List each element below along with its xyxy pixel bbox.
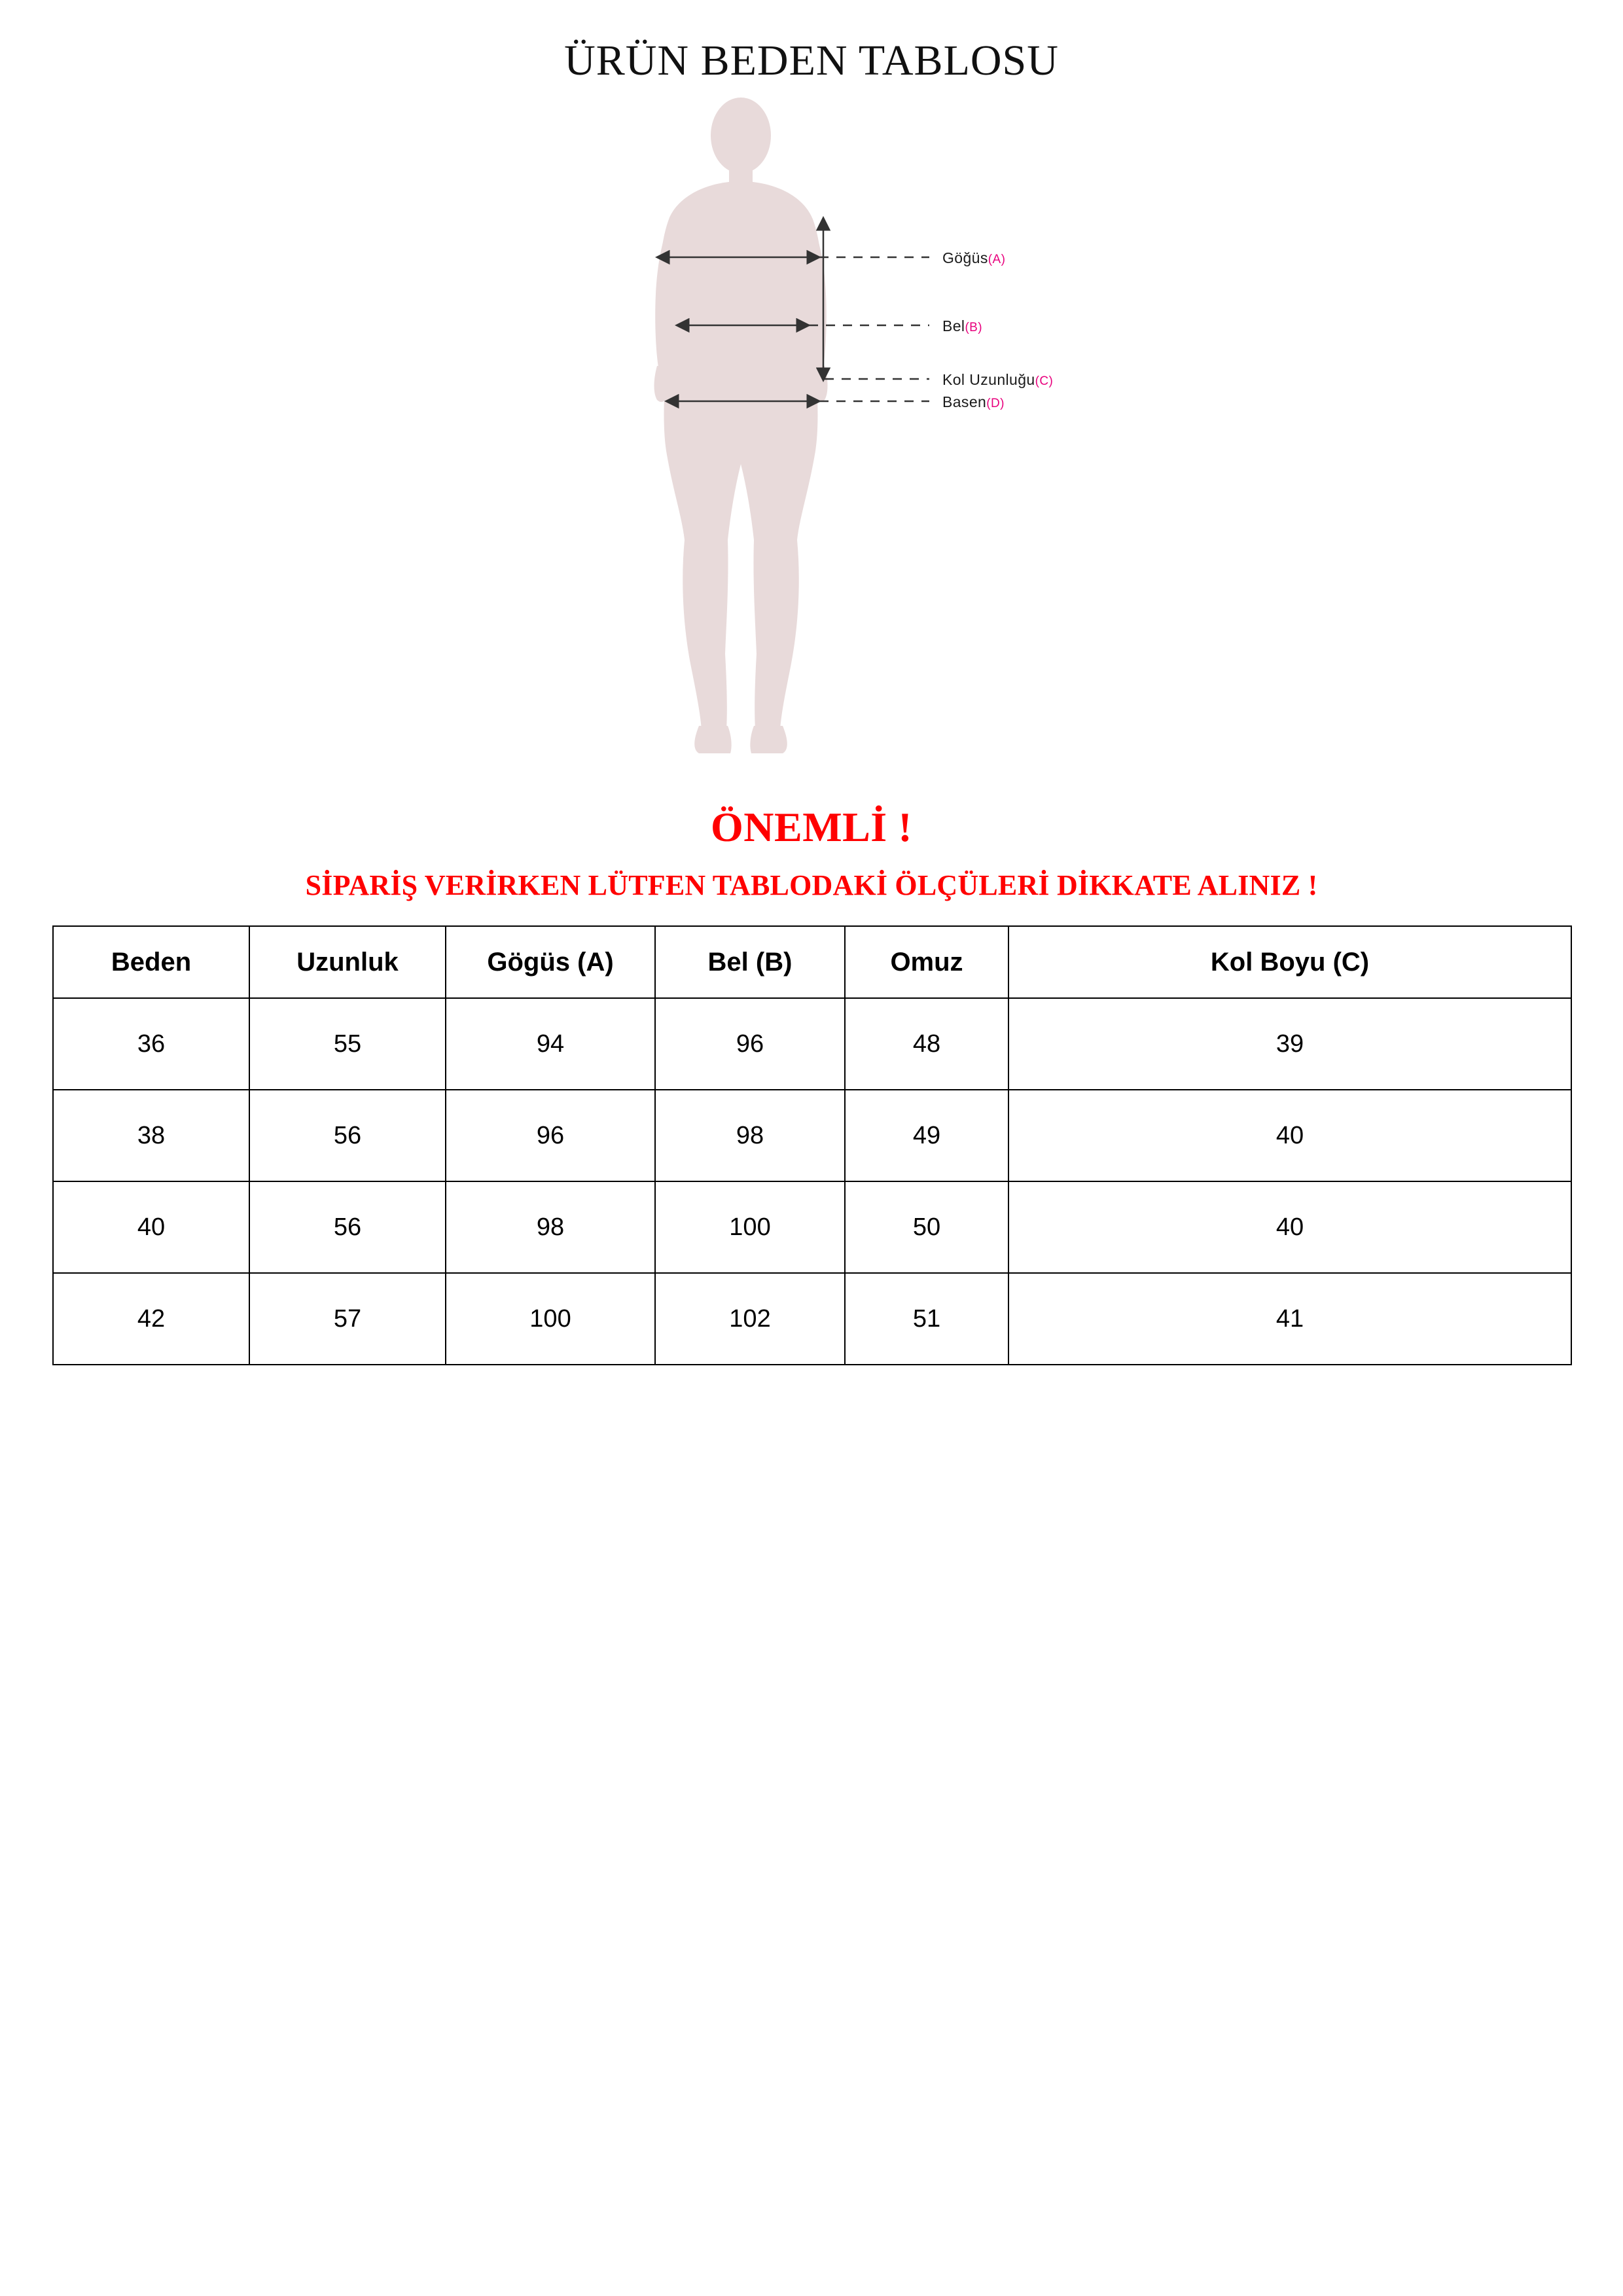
table-row bbox=[53, 1181, 1571, 1273]
cell-uzunluk: 57 bbox=[249, 1273, 446, 1365]
important-notice bbox=[0, 803, 1623, 902]
cell-bel: 102 bbox=[655, 1273, 845, 1365]
table-row bbox=[53, 1273, 1571, 1365]
cell-gogus: 100 bbox=[446, 1273, 655, 1365]
notice-subheading: SİPARİŞ VERİRKEN LÜTFEN TABLODAKİ ÖLÇÜLERİ DİKKATE ALINIZ ! bbox=[305, 869, 1318, 901]
cell-beden: 42 bbox=[53, 1273, 249, 1365]
page-title: ÜRÜN BEDEN TABLOSU bbox=[564, 37, 1059, 84]
cell-gogus: 96 bbox=[446, 1090, 655, 1181]
table-row bbox=[53, 1090, 1571, 1181]
th-gogus: Gögüs (A) bbox=[446, 926, 655, 998]
th-omuz: Omuz bbox=[845, 926, 1008, 998]
cell-omuz: 48 bbox=[845, 998, 1008, 1090]
cell-beden: 40 bbox=[53, 1181, 249, 1273]
cell-bel: 96 bbox=[655, 998, 845, 1090]
cell-kol-boyu: 39 bbox=[1008, 998, 1571, 1090]
th-uzunluk: Uzunluk bbox=[249, 926, 446, 998]
cell-uzunluk: 55 bbox=[249, 998, 446, 1090]
cell-omuz: 50 bbox=[845, 1181, 1008, 1273]
cell-gogus: 94 bbox=[446, 998, 655, 1090]
measurement-figure bbox=[0, 98, 1623, 791]
label-kol-uzunlugu: Kol Uzunluğu(C) bbox=[942, 371, 1054, 388]
cell-beden: 38 bbox=[53, 1090, 249, 1181]
th-kol-boyu: Kol Boyu (C) bbox=[1008, 926, 1571, 998]
table-header-row bbox=[53, 926, 1571, 998]
silhouette-figure bbox=[563, 98, 929, 772]
cell-gogus: 98 bbox=[446, 1181, 655, 1273]
th-beden: Beden bbox=[53, 926, 249, 998]
notice-heading: ÖNEMLİ ! bbox=[711, 804, 912, 850]
cell-kol-boyu: 40 bbox=[1008, 1181, 1571, 1273]
cell-omuz: 49 bbox=[845, 1090, 1008, 1181]
cell-bel: 100 bbox=[655, 1181, 845, 1273]
cell-uzunluk: 56 bbox=[249, 1181, 446, 1273]
size-table bbox=[52, 925, 1572, 1365]
cell-kol-boyu: 41 bbox=[1008, 1273, 1571, 1365]
cell-uzunluk: 56 bbox=[249, 1090, 446, 1181]
cell-omuz: 51 bbox=[845, 1273, 1008, 1365]
size-table-wrapper bbox=[52, 925, 1571, 1365]
cell-kol-boyu: 40 bbox=[1008, 1090, 1571, 1181]
th-bel: Bel (B) bbox=[655, 926, 845, 998]
label-basen: Basen(D) bbox=[942, 393, 1005, 410]
label-bel: Bel(B) bbox=[942, 317, 982, 334]
label-gogus: Göğüs(A) bbox=[942, 249, 1006, 266]
table-row bbox=[53, 998, 1571, 1090]
cell-bel: 98 bbox=[655, 1090, 845, 1181]
cell-beden: 36 bbox=[53, 998, 249, 1090]
female-body-silhouette-icon bbox=[563, 98, 929, 772]
